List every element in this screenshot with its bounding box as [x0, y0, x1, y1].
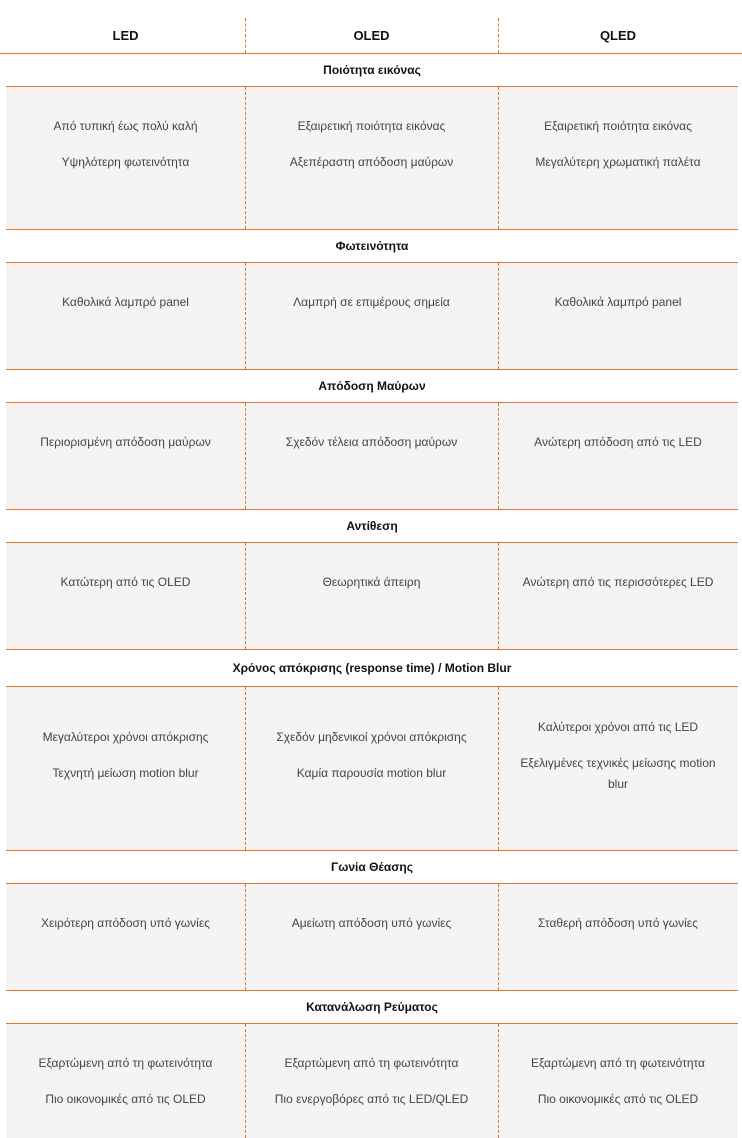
cell-line: Λαμπρή σε επιμέρους σημεία — [293, 295, 450, 309]
section-body-picture-quality — [6, 87, 738, 230]
cell-line: Σχεδόν μηδενικοί χρόνοι απόκρισης — [276, 730, 467, 744]
cell-line: Χειρότερη απόδοση υπό γωνίες — [41, 916, 210, 930]
column-header-qled: QLED — [599, 28, 637, 43]
column-divider — [245, 403, 246, 509]
cell-qled — [508, 572, 728, 593]
column-divider — [498, 403, 499, 509]
cell-led — [16, 292, 235, 313]
cell-oled — [255, 116, 488, 173]
column-divider — [245, 543, 246, 649]
section-title-viewing-angle: Γωνία Θέασης — [6, 851, 738, 884]
cell-line: Μεγαλύτεροι χρόνοι απόκρισης — [42, 730, 209, 744]
cell-line: Τεχνητή μείωση motion blur — [52, 766, 199, 780]
cell-line: Εξαρτώμενη από τη φωτεινότητα — [531, 1056, 705, 1070]
cell-line: Καλύτεροι χρόνοι από τις LED — [537, 720, 699, 734]
cell-line: Από τυπική έως πολύ καλή — [53, 119, 198, 133]
cell-oled — [255, 292, 488, 313]
cell-qled — [508, 913, 728, 934]
section-title-black-rendering: Απόδοση Μαύρων — [6, 370, 738, 403]
cell-line: Περιορισμένη απόδοση μαύρων — [40, 435, 211, 449]
column-divider — [245, 87, 246, 229]
cell-line: Υψηλότερη φωτεινότητα — [61, 155, 190, 169]
column-divider — [498, 87, 499, 229]
cell-line: Πιο οικονομικές από τις OLED — [537, 1092, 699, 1106]
cell-led — [16, 1053, 235, 1110]
cell-line: Ανώτερη από τις περισσότερες LED — [522, 575, 714, 589]
cell-line: Μεγαλύτερη χρωματική παλέτα — [535, 155, 701, 169]
cell-line: Εξαρτώμενη από τη φωτεινότητα — [38, 1056, 213, 1070]
cell-line: Σταθερή απόδοση υπό γωνίες — [538, 916, 698, 930]
column-divider — [498, 543, 499, 649]
column-divider — [498, 18, 499, 53]
cell-oled — [255, 727, 488, 784]
cell-line: Καμία παρουσία motion blur — [296, 766, 447, 780]
cell-qled — [508, 116, 728, 173]
cell-led — [16, 116, 235, 173]
cell-line: Σχεδόν τέλεια απόδοση μαύρων — [285, 435, 458, 449]
section-title-picture-quality: Ποιότητα εικόνας — [6, 54, 738, 87]
cell-line: Αμείωτη απόδοση υπό γωνίες — [291, 916, 452, 930]
cell-qled — [508, 292, 728, 313]
section-body-response-time — [6, 687, 738, 851]
column-header-led: LED — [112, 28, 139, 43]
column-divider — [498, 263, 499, 369]
cell-oled — [255, 913, 488, 934]
cell-line: Εξαιρετική ποιότητα εικόνας — [544, 119, 692, 133]
column-divider — [245, 687, 246, 850]
cell-line: Πιο ενεργοβόρες από τις LED/QLED — [274, 1092, 469, 1106]
cell-line: Εξελιγμένες τεχνικές μείωσης motion blur — [520, 756, 716, 791]
cell-led — [16, 572, 235, 593]
cell-led — [16, 913, 235, 934]
cell-line: Κατώτερη από τις OLED — [60, 575, 191, 589]
cell-line: Καθολικά λαμπρό panel — [62, 295, 189, 309]
cell-oled — [255, 1053, 488, 1110]
column-divider — [498, 1024, 499, 1138]
column-divider — [498, 884, 499, 990]
column-divider — [245, 263, 246, 369]
cell-line: Εξαιρετική ποιότητα εικόνας — [297, 119, 446, 133]
section-body-power-consumption — [6, 1024, 738, 1138]
cell-led — [16, 727, 235, 784]
cell-line: Αξεπέραστη απόδοση μαύρων — [289, 155, 454, 169]
table-header — [0, 0, 742, 54]
section-title-power-consumption: Κατανάλωση Ρεύματος — [6, 991, 738, 1024]
cell-led — [16, 432, 235, 453]
column-divider — [245, 884, 246, 990]
cell-qled — [508, 1053, 728, 1110]
cell-line: Εξαρτώμενη από τη φωτεινότητα — [284, 1056, 459, 1070]
cell-oled — [255, 572, 488, 593]
cell-qled — [512, 717, 724, 795]
column-divider — [245, 18, 246, 53]
cell-qled — [508, 432, 728, 453]
cell-line: Ανώτερη απόδοση από τις LED — [534, 435, 702, 449]
section-title-contrast: Αντίθεση — [6, 510, 738, 543]
column-divider — [498, 687, 499, 850]
section-body-brightness — [6, 263, 738, 370]
cell-line: Καθολικά λαμπρό panel — [554, 295, 682, 309]
section-body-viewing-angle — [6, 884, 738, 991]
section-title-response-time: Χρόνος απόκρισης (response time) / Motion Blur — [6, 650, 738, 687]
column-header-oled: OLED — [353, 28, 390, 43]
column-divider — [245, 1024, 246, 1138]
section-body-black-rendering — [6, 403, 738, 510]
cell-line: Θεωρητικά άπειρη — [322, 575, 421, 589]
section-title-brightness: Φωτεινότητα — [6, 230, 738, 263]
cell-line: Πιο οικονομικές από τις OLED — [45, 1092, 206, 1106]
cell-oled — [255, 432, 488, 453]
section-body-contrast — [6, 543, 738, 650]
